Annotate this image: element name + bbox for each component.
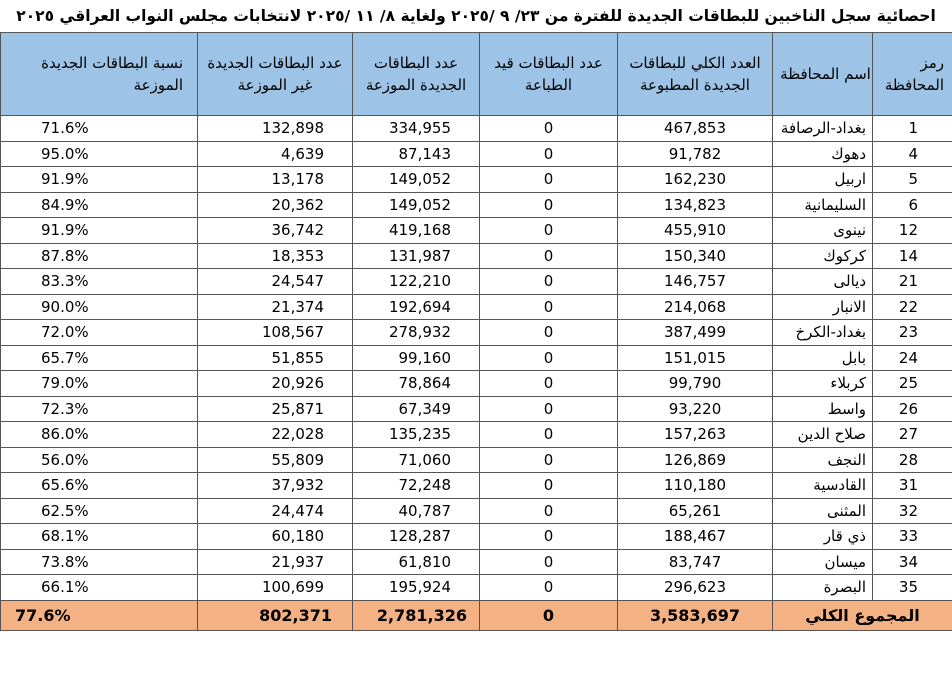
total-printed-cell: 296,623 — [618, 575, 773, 601]
header-undistributed: عدد البطاقات الجديدة غير الموزعة — [198, 33, 353, 116]
table-row — [1, 396, 952, 422]
undistributed-cell: 21,937 — [198, 549, 353, 575]
table-row — [1, 141, 952, 167]
distributed-percent-cell: 65.7% — [1, 345, 198, 371]
province-code-cell: 22 — [873, 294, 952, 320]
distributed-cell: 149,052 — [353, 192, 480, 218]
total-printed-cell: 157,263 — [618, 422, 773, 448]
table-header — [1, 33, 952, 116]
total-printed-cell: 91,782 — [618, 141, 773, 167]
distributed-percent-cell: 62.5% — [1, 498, 198, 524]
table-row — [1, 524, 952, 550]
totals-distributed: 2,781,326 — [353, 600, 480, 630]
province-code-cell: 32 — [873, 498, 952, 524]
table-row — [1, 243, 952, 269]
distributed-percent-cell: 66.1% — [1, 575, 198, 601]
undistributed-cell: 18,353 — [198, 243, 353, 269]
province-name-cell: بابل — [773, 345, 873, 371]
province-code-cell: 33 — [873, 524, 952, 550]
distributed-percent-cell: 95.0% — [1, 141, 198, 167]
totals-total-printed: 3,583,697 — [618, 600, 773, 630]
province-name-cell: البصرة — [773, 575, 873, 601]
table-row — [1, 167, 952, 193]
undistributed-cell: 21,374 — [198, 294, 353, 320]
province-code-cell: 5 — [873, 167, 952, 193]
distributed-cell: 122,210 — [353, 269, 480, 295]
in-print-cell: 0 — [480, 294, 618, 320]
province-name-cell: كركوك — [773, 243, 873, 269]
distributed-cell: 72,248 — [353, 473, 480, 499]
undistributed-cell: 25,871 — [198, 396, 353, 422]
undistributed-cell: 36,742 — [198, 218, 353, 244]
table-row — [1, 473, 952, 499]
total-printed-cell: 387,499 — [618, 320, 773, 346]
totals-label: المجموع الكلي — [773, 600, 952, 630]
undistributed-cell: 24,547 — [198, 269, 353, 295]
report-title: احصائية سجل الناخبين للبطاقات الجديدة للفترة من ٢٣/ ٩ /٢٠٢٥ ولغاية ٨/ ١١ /٢٠٢٥ لانتخابات مجلس النواب العراقي ٢٠٢٥ — [16, 7, 936, 25]
header-name: اسم المحافظة — [773, 33, 873, 116]
undistributed-cell: 20,926 — [198, 371, 353, 397]
in-print-cell: 0 — [480, 192, 618, 218]
distributed-cell: 131,987 — [353, 243, 480, 269]
province-name-cell: ذي قار — [773, 524, 873, 550]
table-body — [1, 116, 952, 601]
total-printed-cell: 126,869 — [618, 447, 773, 473]
in-print-cell: 0 — [480, 396, 618, 422]
distributed-cell: 99,160 — [353, 345, 480, 371]
distributed-cell: 78,864 — [353, 371, 480, 397]
distributed-cell: 67,349 — [353, 396, 480, 422]
province-name-cell: صلاح الدين — [773, 422, 873, 448]
in-print-cell: 0 — [480, 218, 618, 244]
totals-row — [1, 600, 952, 630]
table-row — [1, 575, 952, 601]
undistributed-cell: 22,028 — [198, 422, 353, 448]
totals-in-print: 0 — [480, 600, 618, 630]
in-print-cell: 0 — [480, 371, 618, 397]
province-name-cell: اربيل — [773, 167, 873, 193]
distributed-cell: 71,060 — [353, 447, 480, 473]
province-code-cell: 23 — [873, 320, 952, 346]
distributed-cell: 149,052 — [353, 167, 480, 193]
province-code-cell: 27 — [873, 422, 952, 448]
distributed-percent-cell: 91.9% — [1, 218, 198, 244]
total-printed-cell: 134,823 — [618, 192, 773, 218]
distributed-percent-cell: 68.1% — [1, 524, 198, 550]
undistributed-cell: 13,178 — [198, 167, 353, 193]
in-print-cell: 0 — [480, 243, 618, 269]
total-printed-cell: 99,790 — [618, 371, 773, 397]
distributed-percent-cell: 91.9% — [1, 167, 198, 193]
distributed-percent-cell: 73.8% — [1, 549, 198, 575]
province-name-cell: الانبار — [773, 294, 873, 320]
table-row — [1, 422, 952, 448]
province-name-cell: ميسان — [773, 549, 873, 575]
in-print-cell: 0 — [480, 575, 618, 601]
province-code-cell: 26 — [873, 396, 952, 422]
undistributed-cell: 37,932 — [198, 473, 353, 499]
distributed-percent-cell: 87.8% — [1, 243, 198, 269]
distributed-percent-cell: 90.0% — [1, 294, 198, 320]
province-name-cell: ديالى — [773, 269, 873, 295]
province-code-cell: 14 — [873, 243, 952, 269]
distributed-cell: 87,143 — [353, 141, 480, 167]
province-code-cell: 24 — [873, 345, 952, 371]
province-name-cell: دهوك — [773, 141, 873, 167]
province-code-cell: 6 — [873, 192, 952, 218]
header-in-print: عدد البطاقات قيد الطباعة — [480, 33, 618, 116]
distributed-percent-cell: 71.6% — [1, 116, 198, 142]
province-code-cell: 21 — [873, 269, 952, 295]
distributed-percent-cell: 72.3% — [1, 396, 198, 422]
undistributed-cell: 108,567 — [198, 320, 353, 346]
table-footer — [1, 600, 952, 630]
province-code-cell: 25 — [873, 371, 952, 397]
distributed-cell: 192,694 — [353, 294, 480, 320]
distributed-percent-cell: 72.0% — [1, 320, 198, 346]
table-row — [1, 192, 952, 218]
header-total-printed: العدد الكلي للبطاقات الجديدة المطبوعة — [618, 33, 773, 116]
table-row — [1, 498, 952, 524]
total-printed-cell: 110,180 — [618, 473, 773, 499]
distributed-cell: 195,924 — [353, 575, 480, 601]
undistributed-cell: 24,474 — [198, 498, 353, 524]
total-printed-cell: 214,068 — [618, 294, 773, 320]
distributed-percent-cell: 56.0% — [1, 447, 198, 473]
distributed-cell: 61,810 — [353, 549, 480, 575]
undistributed-cell: 100,699 — [198, 575, 353, 601]
province-code-cell: 35 — [873, 575, 952, 601]
distributed-percent-cell: 86.0% — [1, 422, 198, 448]
table-row — [1, 447, 952, 473]
in-print-cell: 0 — [480, 141, 618, 167]
province-name-cell: بغداد-الكرخ — [773, 320, 873, 346]
in-print-cell: 0 — [480, 320, 618, 346]
distributed-percent-cell: 84.9% — [1, 192, 198, 218]
in-print-cell: 0 — [480, 167, 618, 193]
in-print-cell: 0 — [480, 345, 618, 371]
distributed-cell: 419,168 — [353, 218, 480, 244]
header-distributed: عدد البطاقات الجديدة الموزعة — [353, 33, 480, 116]
total-printed-cell: 150,340 — [618, 243, 773, 269]
table-row — [1, 549, 952, 575]
header-code: رمز المحافظة — [873, 33, 952, 116]
table-row — [1, 371, 952, 397]
in-print-cell: 0 — [480, 549, 618, 575]
total-printed-cell: 455,910 — [618, 218, 773, 244]
distributed-cell: 278,932 — [353, 320, 480, 346]
undistributed-cell: 132,898 — [198, 116, 353, 142]
table-row — [1, 345, 952, 371]
distributed-percent-cell: 83.3% — [1, 269, 198, 295]
province-name-cell: القادسية — [773, 473, 873, 499]
province-name-cell: واسط — [773, 396, 873, 422]
in-print-cell: 0 — [480, 422, 618, 448]
province-name-cell: المثنى — [773, 498, 873, 524]
in-print-cell: 0 — [480, 524, 618, 550]
distributed-cell: 334,955 — [353, 116, 480, 142]
in-print-cell: 0 — [480, 473, 618, 499]
province-name-cell: كربلاء — [773, 371, 873, 397]
in-print-cell: 0 — [480, 116, 618, 142]
distributed-cell: 40,787 — [353, 498, 480, 524]
undistributed-cell: 55,809 — [198, 447, 353, 473]
distributed-percent-cell: 65.6% — [1, 473, 198, 499]
header-percent: نسبة البطاقات الجديدة الموزعة — [1, 33, 198, 116]
province-code-cell: 34 — [873, 549, 952, 575]
province-code-cell: 28 — [873, 447, 952, 473]
table-row — [1, 116, 952, 142]
total-printed-cell: 151,015 — [618, 345, 773, 371]
province-name-cell: النجف — [773, 447, 873, 473]
total-printed-cell: 65,261 — [618, 498, 773, 524]
total-printed-cell: 188,467 — [618, 524, 773, 550]
total-printed-cell: 83,747 — [618, 549, 773, 575]
table-row — [1, 320, 952, 346]
undistributed-cell: 20,362 — [198, 192, 353, 218]
undistributed-cell: 51,855 — [198, 345, 353, 371]
in-print-cell: 0 — [480, 447, 618, 473]
province-code-cell: 31 — [873, 473, 952, 499]
province-code-cell: 12 — [873, 218, 952, 244]
in-print-cell: 0 — [480, 269, 618, 295]
in-print-cell: 0 — [480, 498, 618, 524]
undistributed-cell: 4,639 — [198, 141, 353, 167]
totals-undistributed: 802,371 — [198, 600, 353, 630]
total-printed-cell: 146,757 — [618, 269, 773, 295]
distributed-cell: 135,235 — [353, 422, 480, 448]
statistics-table — [0, 32, 952, 631]
undistributed-cell: 60,180 — [198, 524, 353, 550]
province-code-cell: 4 — [873, 141, 952, 167]
province-name-cell: نينوى — [773, 218, 873, 244]
table-row — [1, 294, 952, 320]
province-code-cell: 1 — [873, 116, 952, 142]
total-printed-cell: 93,220 — [618, 396, 773, 422]
table-row — [1, 269, 952, 295]
total-printed-cell: 162,230 — [618, 167, 773, 193]
distributed-percent-cell: 79.0% — [1, 371, 198, 397]
totals-percent: 77.6% — [1, 600, 198, 630]
province-name-cell: بغداد-الرصافة — [773, 116, 873, 142]
distributed-cell: 128,287 — [353, 524, 480, 550]
table-row — [1, 218, 952, 244]
total-printed-cell: 467,853 — [618, 116, 773, 142]
province-name-cell: السليمانية — [773, 192, 873, 218]
